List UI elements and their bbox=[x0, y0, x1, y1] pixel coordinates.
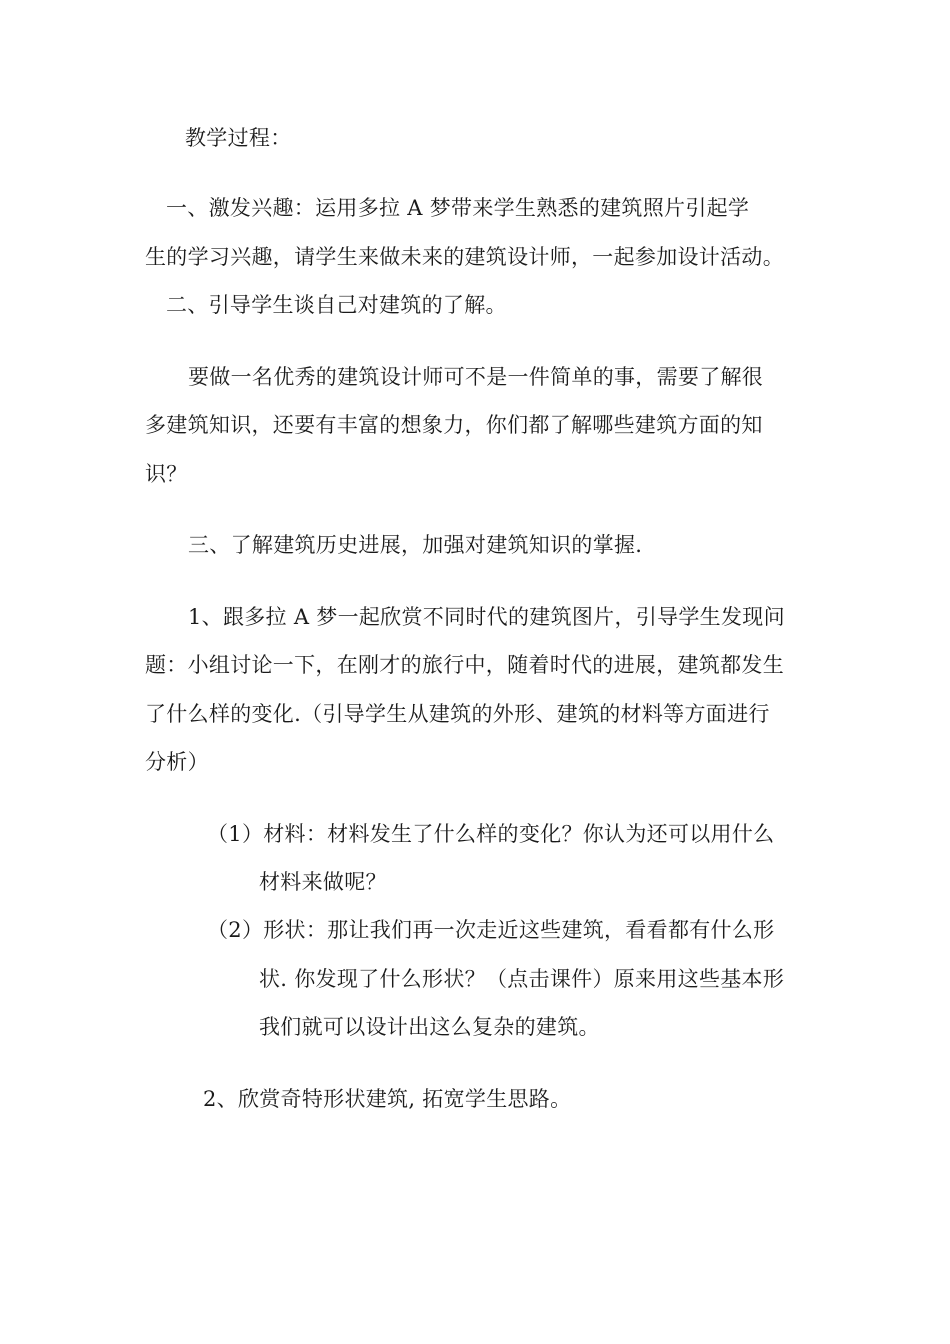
section2-para-line3: 识？ bbox=[145, 462, 188, 486]
section3-item1-line4: 分析） bbox=[145, 750, 209, 774]
sub-item-materials-line1: （1）材料：材料发生了什么样的变化？你认为还可以用什么 bbox=[207, 822, 775, 846]
section3-item1-line1: 1、跟多拉 A 梦一起欣赏不同时代的建筑图片，引导学生发现问 bbox=[188, 605, 785, 629]
sub-item-shapes-line3: 我们就可以设计出这么复杂的建筑。 bbox=[259, 1015, 600, 1039]
heading-teaching-process: 教学过程： bbox=[185, 126, 292, 150]
section1-line1: 一、激发兴趣：运用多拉 A 梦带来学生熟悉的建筑照片引起学 bbox=[166, 196, 750, 220]
sub-item-materials-line2: 材料来做呢？ bbox=[259, 870, 387, 894]
section3-item2: 2、欣赏奇特形状建筑, 拓宽学生思路。 bbox=[203, 1087, 572, 1111]
sub-item-shapes-line1: （2）形状：那让我们再一次走近这些建筑，看看都有什么形 bbox=[207, 918, 775, 942]
section2-para-line2: 多建筑知识，还要有丰富的想象力，你们都了解哪些建筑方面的知 bbox=[145, 413, 763, 437]
section3-item1-line2: 题：小组讨论一下，在刚才的旅行中，随着时代的进展，建筑都发生 bbox=[145, 653, 784, 677]
sub-item-shapes-line2: 状. 你发现了什么形状？（点击课件）原来用这些基本形 bbox=[259, 967, 785, 991]
section2-para-line1: 要做一名优秀的建筑设计师可不是一件简单的事，需要了解很 bbox=[188, 365, 764, 389]
section1-line2: 生的学习兴趣，请学生来做未来的建筑设计师，一起参加设计活动。 bbox=[145, 245, 784, 269]
section2-title: 二、引导学生谈自己对建筑的了解。 bbox=[166, 293, 507, 317]
section3-title: 三、了解建筑历史进展，加强对建筑知识的掌握. bbox=[188, 533, 643, 557]
section3-item1-line3: 了什么样的变化.（引导学生从建筑的外形、建筑的材料等方面进行 bbox=[145, 702, 770, 726]
